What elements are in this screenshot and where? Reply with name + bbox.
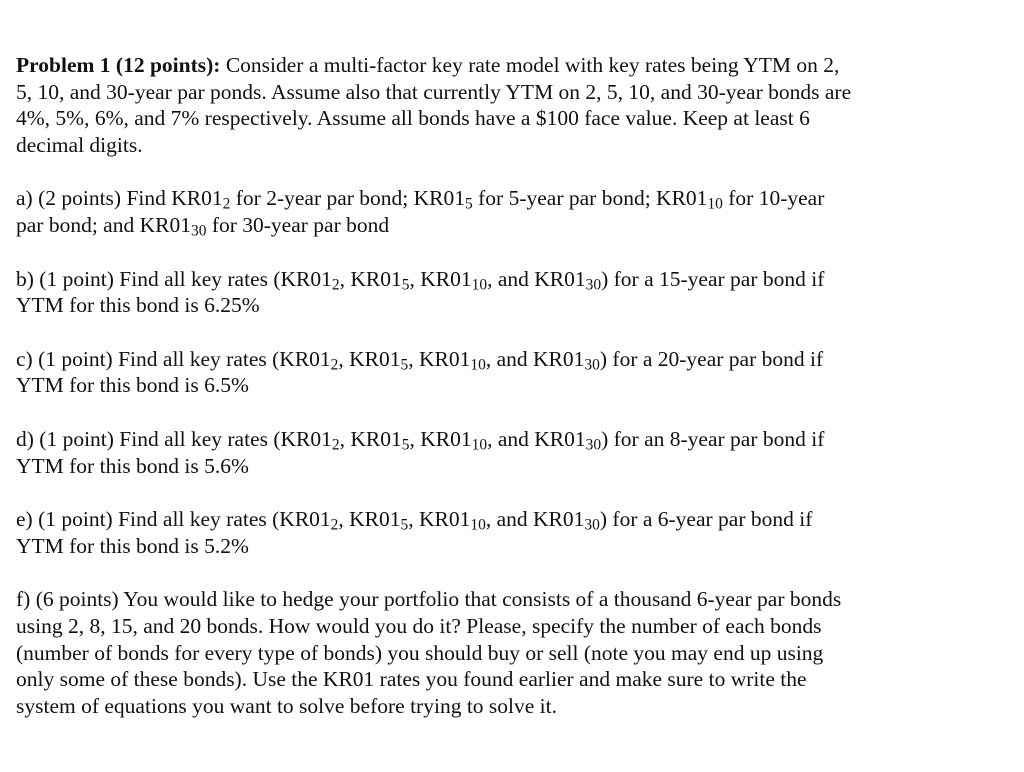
part-d-text: , KR01 xyxy=(409,426,472,451)
part-b-text: b) (1 point) Find all key rates (KR01 xyxy=(16,266,332,291)
part-f-line-2: using 2, 8, 15, and 20 bonds. How would you do it? Please, specify the number of each bonds xyxy=(16,613,822,638)
part-d-line-2: YTM for this bond is 5.6% xyxy=(16,453,249,478)
subscript: 30 xyxy=(585,436,602,454)
part-e-text: , KR01 xyxy=(408,507,471,532)
part-c-line-2: YTM for this bond is 6.5% xyxy=(16,373,249,398)
part-d-text: d) (1 point) Find all key rates (KR01 xyxy=(16,426,332,451)
part-c xyxy=(16,346,976,399)
part-b-text: , KR01 xyxy=(339,266,402,291)
part-f-line-5: system of equations you want to solve before trying to solve it. xyxy=(16,693,557,718)
subscript: 5 xyxy=(400,516,409,534)
part-c-line-1 xyxy=(16,346,976,373)
part-a-text: for 10-year xyxy=(722,186,825,211)
part-b-line-2: YTM for this bond is 6.25% xyxy=(16,293,260,318)
subscript: 10 xyxy=(471,436,488,454)
subscript: 30 xyxy=(585,275,602,293)
subscript: 30 xyxy=(584,356,600,374)
part-f-line-3: (number of bonds for every type of bonds) you should buy or sell (note you may end up using xyxy=(16,640,824,665)
part-a-text: a) (2 points) Find KR01 xyxy=(16,186,223,211)
part-e-line-2: YTM for this bond is 5.2% xyxy=(16,533,249,558)
subscript: 2 xyxy=(222,195,231,213)
part-b-text: ) for a 15-year par bond if xyxy=(601,266,825,291)
part-b xyxy=(16,266,976,319)
subscript: 5 xyxy=(465,195,473,213)
subscript: 5 xyxy=(400,356,409,374)
part-e xyxy=(16,506,976,559)
intro-line-3: 4%, 5%, 6%, and 7% respectively. Assume all bonds have a $100 face value. Keep at least 6 xyxy=(16,106,810,131)
part-a xyxy=(16,185,976,238)
part-c-text: , KR01 xyxy=(408,346,471,371)
part-d-text: , KR01 xyxy=(339,426,402,451)
part-d-text: , and KR01 xyxy=(487,426,586,451)
part-f-line-1: f) (6 points) You would like to hedge your portfolio that consists of a thousand 6-year par bonds xyxy=(16,587,842,612)
part-e-text: , and KR01 xyxy=(485,507,585,532)
subscript: 10 xyxy=(707,195,723,213)
part-e-line-1 xyxy=(16,506,976,533)
part-f xyxy=(16,586,976,719)
problem-intro xyxy=(16,52,976,158)
intro-line-2: 5, 10, and 30-year par ponds. Assume also that currently YTM on 2, 5, 10, and 30-year bonds are xyxy=(16,79,852,104)
part-c-text: ) for a 20-year par bond if xyxy=(599,346,824,371)
part-b-text: , and KR01 xyxy=(487,266,586,291)
subscript: 10 xyxy=(471,275,488,293)
part-d-text: ) for an 8-year par bond if xyxy=(601,426,825,451)
intro-line-1-text: Consider a multi-factor key rate model with key rates being YTM on 2, xyxy=(220,53,840,77)
intro-line-1 xyxy=(16,52,976,79)
subscript: 5 xyxy=(401,436,410,454)
intro-line-4: decimal digits. xyxy=(16,132,143,157)
part-e-text: ) for a 6-year par bond if xyxy=(599,507,813,532)
part-a-line-2 xyxy=(16,212,976,239)
problem-heading: Problem 1 (12 points): xyxy=(16,53,221,77)
part-a-text: for 5-year par bond; KR01 xyxy=(472,186,708,211)
subscript: 5 xyxy=(401,275,410,293)
part-a-text: par bond; and KR01 xyxy=(16,212,191,237)
subscript: 30 xyxy=(190,222,207,240)
part-a-line-1 xyxy=(16,185,976,212)
subscript: 2 xyxy=(331,275,340,293)
part-e-text: e) (1 point) Find all key rates (KR01 xyxy=(16,507,331,532)
part-a-text: for 30-year par bond xyxy=(206,212,390,237)
part-c-text: , and KR01 xyxy=(485,346,585,371)
part-e-text: , KR01 xyxy=(338,507,401,532)
subscript: 10 xyxy=(470,356,486,374)
part-d xyxy=(16,426,976,479)
subscript: 30 xyxy=(584,516,600,534)
part-d-line-1 xyxy=(16,426,976,453)
part-f-line-4: only some of these bonds). Use the KR01 rates you found earlier and make sure to write the xyxy=(16,667,807,692)
subscript: 10 xyxy=(470,516,486,534)
problem-document xyxy=(16,52,976,719)
subscript: 2 xyxy=(330,356,339,374)
part-a-text: for 2-year par bond; KR01 xyxy=(230,186,466,211)
subscript: 2 xyxy=(331,436,340,454)
subscript: 2 xyxy=(330,516,339,534)
part-b-line-1 xyxy=(16,266,976,293)
part-c-text: , KR01 xyxy=(338,346,401,371)
part-c-text: c) (1 point) Find all key rates (KR01 xyxy=(16,346,331,371)
part-b-text: , KR01 xyxy=(409,266,472,291)
